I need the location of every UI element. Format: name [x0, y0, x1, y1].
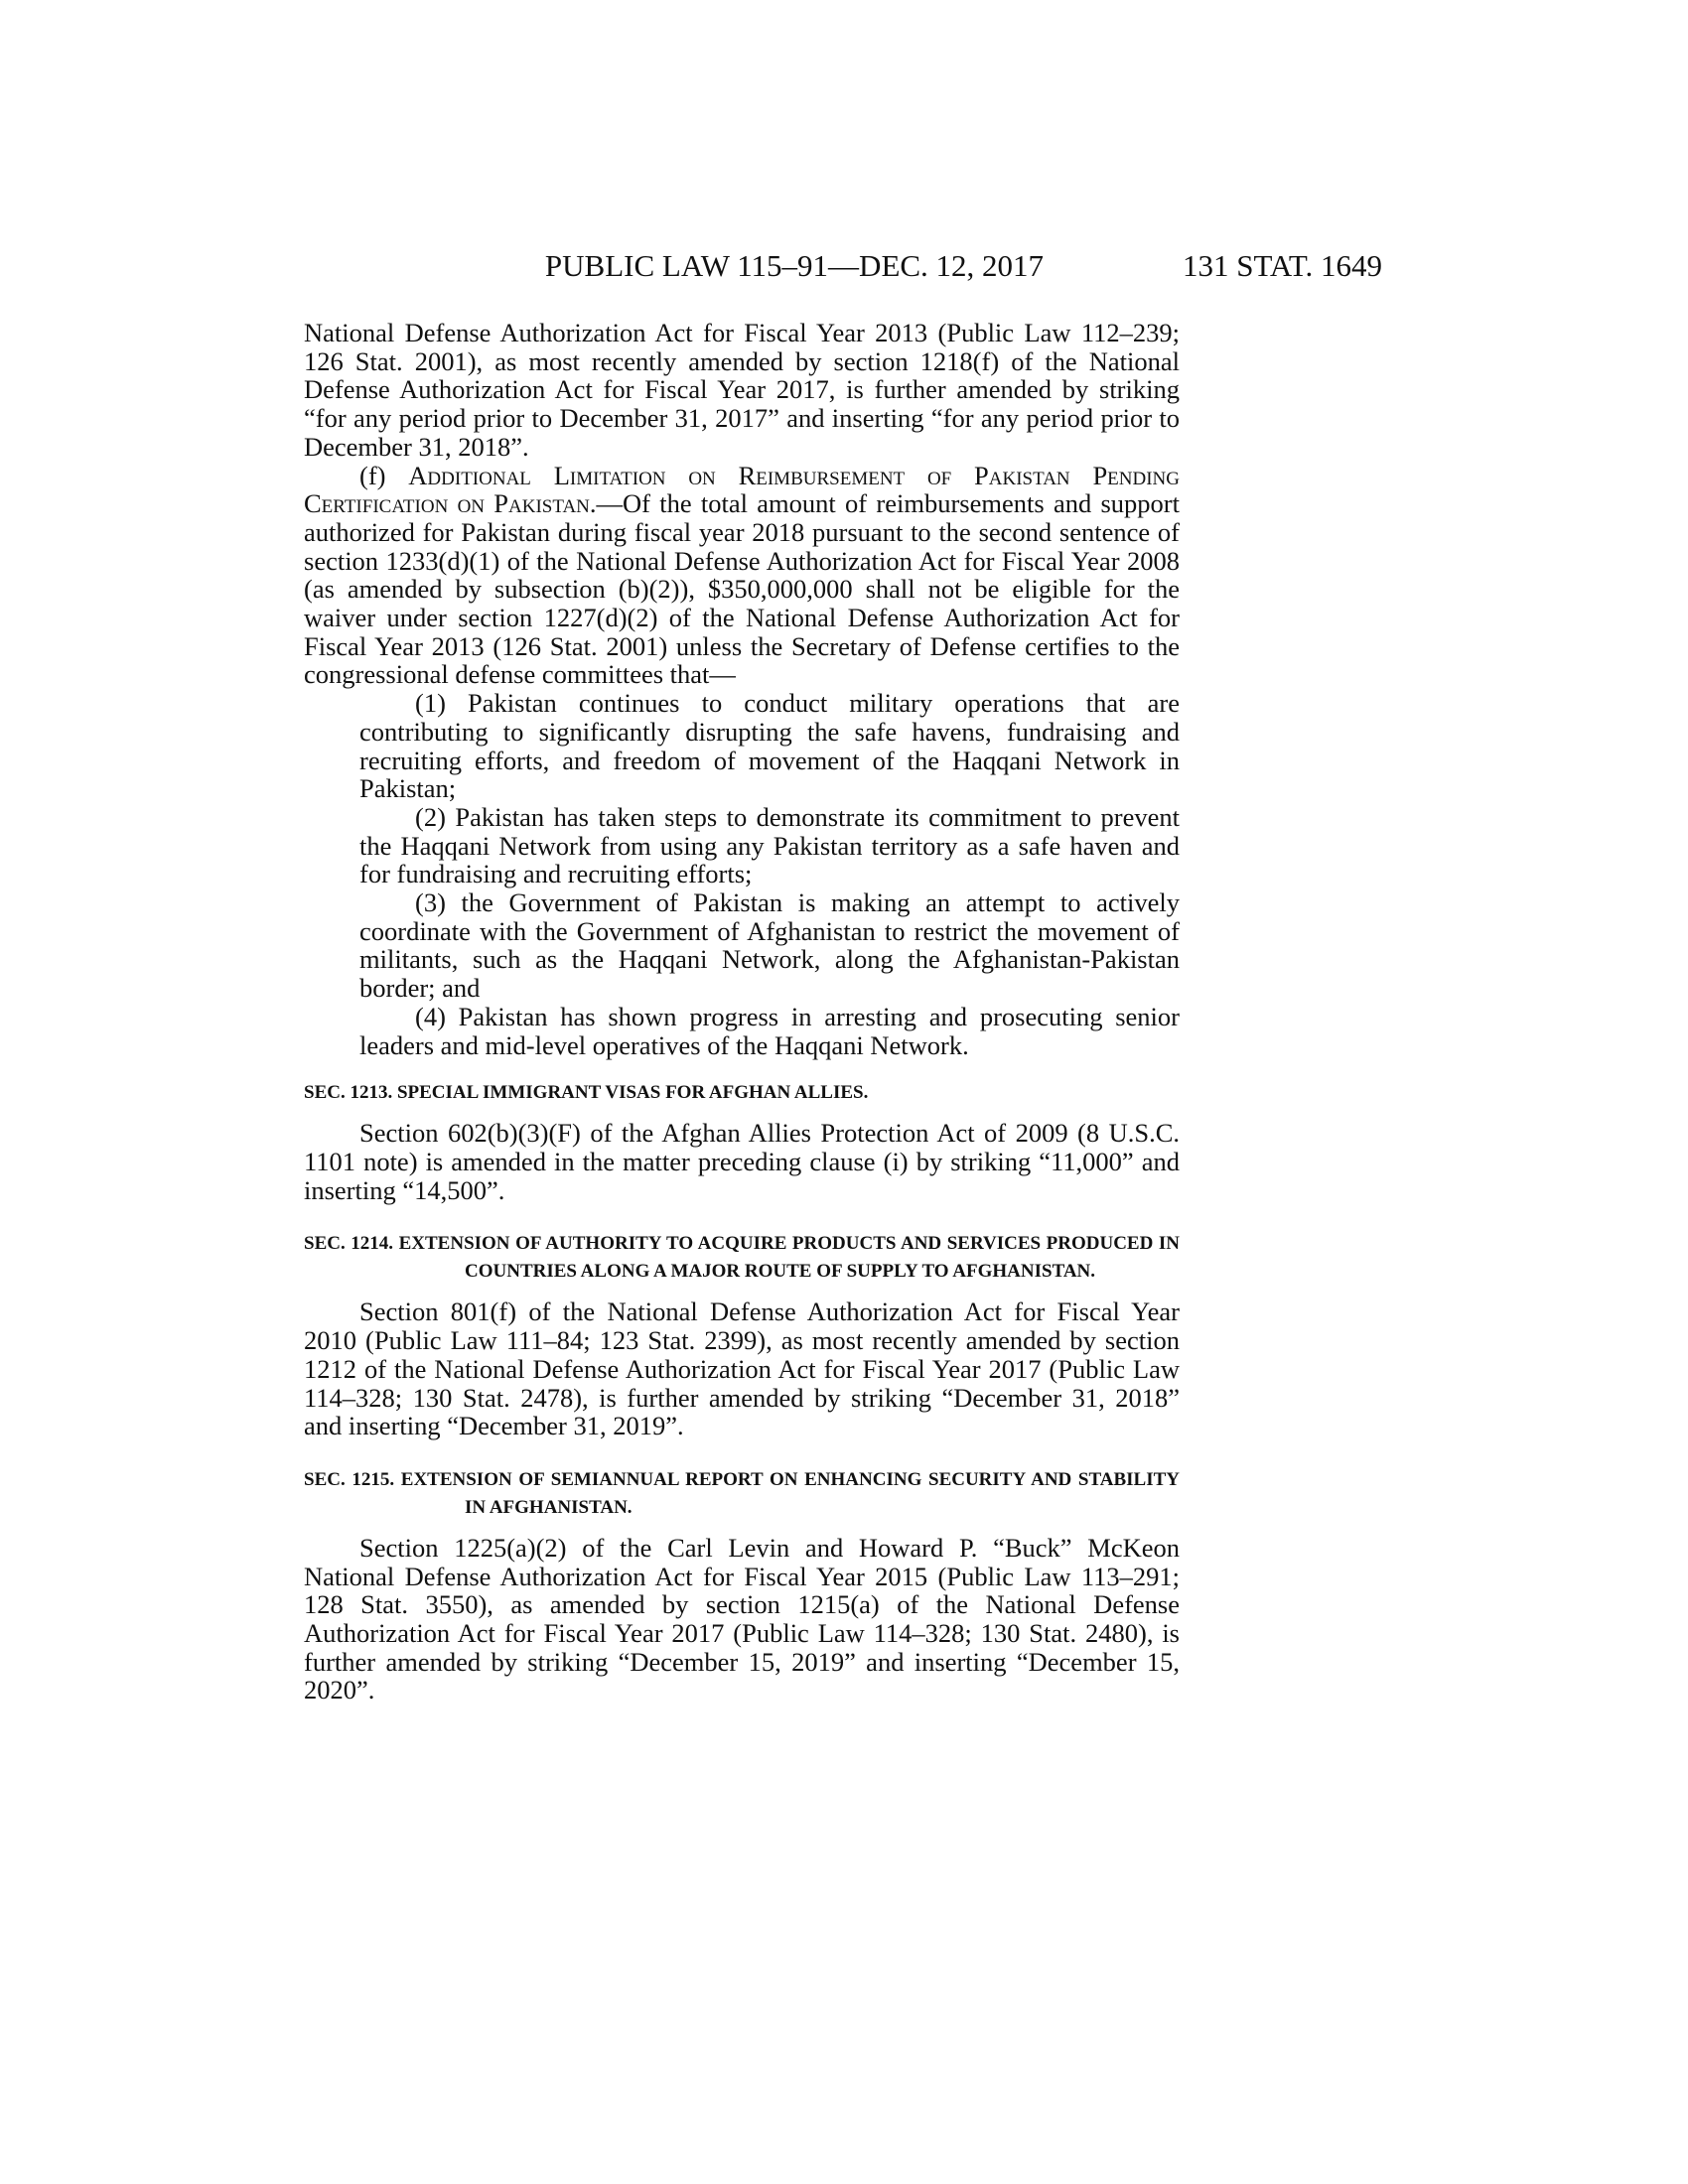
subsection-f-label: (f)	[359, 460, 386, 490]
continued-paragraph: National Defense Authorization Act for Fiscal Year 2013 (Public Law 112–239; 126 Stat. 2001), as most recently amended by section 1218(f) of the National Defense Authorization Act for Fiscal Year 2017, is further amended by striking “for any period prior to December 31, 2017” and inserting “for any period prior to December 31, 2018”.	[304, 318, 1180, 462]
page-stat-citation: 131 STAT. 1649	[1182, 248, 1382, 283]
section-heading: SEC. 1213. SPECIAL IMMIGRANT VISAS FOR AFGHAN ALLIES.	[304, 1082, 869, 1104]
page-header	[298, 246, 1382, 286]
subsection-f-heading: Additional Limitation on Reimbursement of Pakistan Pending Certification on Pakistan.	[304, 460, 1180, 519]
section-text: Section 1225(a)(2) of the Carl Levin and Howard P. “Buck” McKeon National Defense Authorization Act for Fiscal Year 2015 (Public Law 113–291; 128 Stat. 3550), as amended by section 1215(a) of the National Defense Authorization Act for Fiscal Year 2017 (Public Law 114–328; 130 Stat. 2480), is further amended by striking “December 15, 2019” and inserting “December 15, 2020”.	[304, 1532, 1180, 1706]
section-heading: SEC. 1215. EXTENSION OF SEMIANNUAL REPORT ON ENHANCING SECURITY AND STABILITY IN AFGHANISTAN.	[304, 1468, 1180, 1518]
document-body	[304, 319, 1180, 1705]
section-heading: SEC. 1214. EXTENSION OF AUTHORITY TO ACQUIRE PRODUCTS AND SERVICES PRODUCED IN COUNTRIES ALONG A MAJOR ROUTE OF SUPPLY TO AFGHANISTAN.	[304, 1233, 1180, 1283]
list-item: (3) the Government of Pakistan is making an attempt to actively coordinate with the Government of Afghanistan to restrict the movement of militants, such as the Haqqani Network, along the Afghanistan-Pakistan border; and	[359, 887, 1180, 1004]
subsection-f-text: —Of the total amount of reimbursements and support authorized for Pakistan during fiscal year 2018 pursuant to the second sentence of section 1233(d)(1) of the National Defense Authorization Act for Fiscal Year 2008 (as amended by subsection (b)(2)), $350,000,000 shall not be eligible for the waiver under section 1227(d)(2) of the National Defense Authorization Act for Fiscal Year 2013 (126 Stat. 2001) unless the Secretary of Defense certifies to the congressional defense committees that—	[304, 488, 1180, 690]
list-item: (1) Pakistan continues to conduct military operations that are contributing to significantly disrupting the safe havens, fundraising and recruiting efforts, and freedom of movement of the Haqqani Network in Pakistan;	[359, 688, 1180, 804]
section-text: Section 602(b)(3)(F) of the Afghan Allies Protection Act of 2009 (8 U.S.C. 1101 note) is amended in the matter preceding clause (i) by striking “11,000” and inserting “14,500”.	[304, 1118, 1180, 1205]
section-text: Section 801(f) of the National Defense Authorization Act for Fiscal Year 2010 (Public Law 111–84; 123 Stat. 2399), as most recently amended by section 1212 of the National Defense Authorization Act for Fiscal Year 2017 (Public Law 114–328; 130 Stat. 2478), is further amended by striking “December 31, 2018” and inserting “December 31, 2019”.	[304, 1297, 1180, 1441]
list-item: (2) Pakistan has taken steps to demonstrate its commitment to prevent the Haqqani Network from using any Pakistan territory as a safe haven and for fundraising and recruiting efforts;	[359, 801, 1180, 889]
running-head-title: PUBLIC LAW 115–91—DEC. 12, 2017	[544, 248, 1045, 283]
subsection-f	[304, 462, 1180, 690]
list-item: (4) Pakistan has shown progress in arresting and prosecuting senior leaders and mid-level operatives of the Haqqani Network.	[359, 1001, 1180, 1060]
